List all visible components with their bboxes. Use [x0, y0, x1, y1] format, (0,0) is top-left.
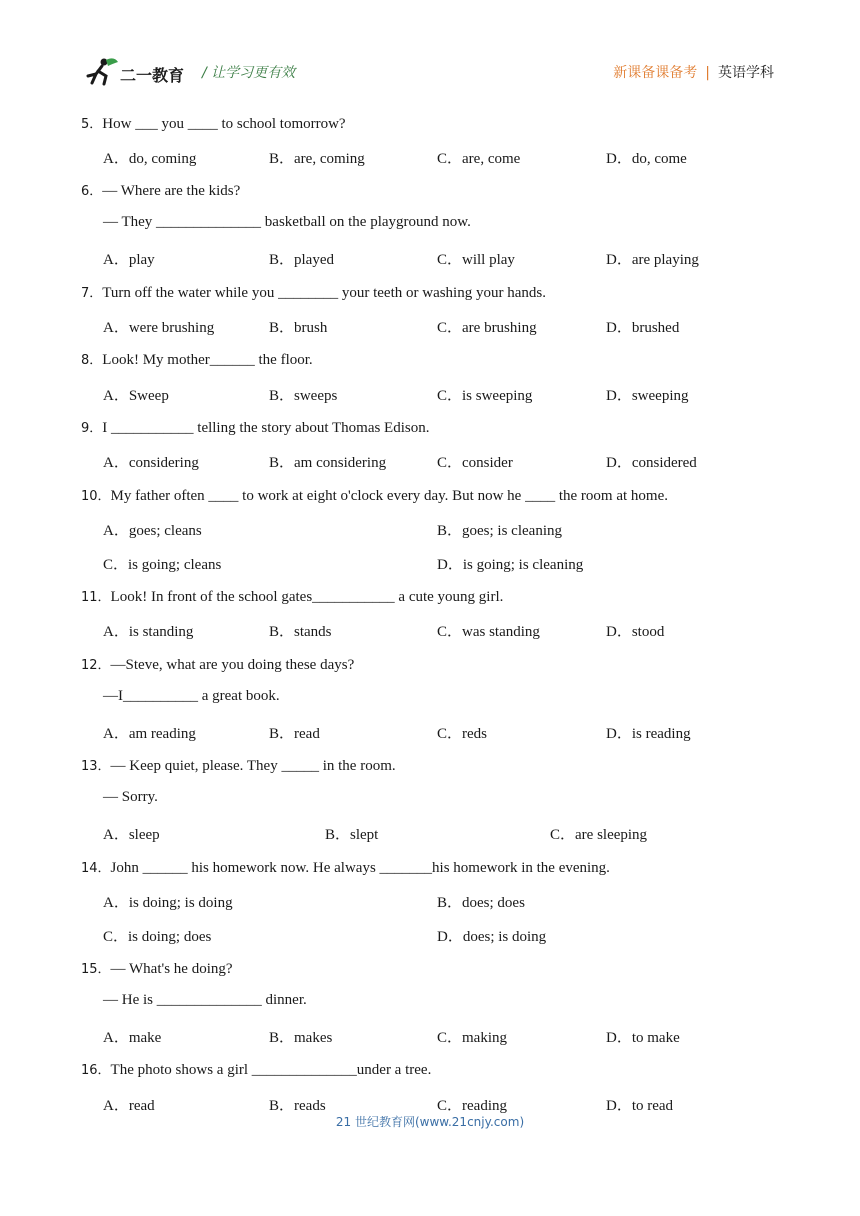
- option-c: C．are, come: [437, 151, 521, 167]
- question-stem: — Where are the kids?: [102, 183, 241, 199]
- question-number: 11．: [81, 590, 111, 605]
- option-c: C．will play: [437, 252, 515, 268]
- question-10: [81, 485, 668, 505]
- option-a: A．goes; cleans: [103, 523, 202, 539]
- option-b: B．sweeps: [269, 388, 338, 404]
- option-a: A．do, coming: [103, 151, 197, 167]
- header-separator: |: [705, 65, 710, 81]
- option-d: D．to make: [606, 1030, 680, 1046]
- option-b: B．are, coming: [269, 151, 365, 167]
- question-dialogue-line: —I__________ a great book.: [103, 688, 280, 704]
- question-14: [81, 857, 610, 877]
- question-8: [81, 349, 313, 369]
- option-d: D．stood: [606, 624, 665, 640]
- option-a: A．read: [103, 1098, 155, 1114]
- question-5: [81, 113, 346, 133]
- option-d: D．do, come: [606, 151, 687, 167]
- option-a: A．play: [103, 252, 155, 268]
- option-c: C．consider: [437, 455, 513, 471]
- brand-logo: [84, 56, 194, 88]
- question-stem: How ___ you ____ to school tomorrow?: [102, 116, 346, 132]
- option-d: D．are playing: [606, 252, 699, 268]
- question-stem: I ___________ telling the story about Thomas Edison.: [102, 420, 430, 436]
- question-stem: The photo shows a girl ______________under a tree.: [110, 1062, 432, 1078]
- option-a: A．is standing: [103, 624, 194, 640]
- question-dialogue-line: — He is ______________ dinner.: [103, 992, 307, 1008]
- option-d: D．considered: [606, 455, 697, 471]
- question-number: 14．: [81, 861, 111, 876]
- question-12: [81, 654, 354, 674]
- question-dialogue-line: — Sorry.: [103, 789, 158, 805]
- option-a: A．were brushing: [103, 320, 215, 336]
- option-b: B．read: [269, 726, 320, 742]
- question-6: [81, 180, 240, 200]
- subject-label: 英语学科: [718, 65, 774, 81]
- option-b: B．am considering: [269, 455, 387, 471]
- question-number: 7．: [81, 286, 103, 301]
- option-b: B．slept: [325, 827, 379, 843]
- option-c: C．making: [437, 1030, 507, 1046]
- option-a: A．am reading: [103, 726, 196, 742]
- question-13: [81, 755, 396, 775]
- question-stem: Turn off the water while you ________ your teeth or washing your hands.: [102, 285, 546, 301]
- question-9: [81, 417, 429, 437]
- option-a: A．make: [103, 1030, 162, 1046]
- option-a: A．Sweep: [103, 388, 169, 404]
- question-number: 8．: [81, 353, 103, 368]
- question-7: [81, 282, 546, 302]
- question-stem: My father often ____ to work at eight o'clock every day. But now he ____ the room at home.: [110, 488, 668, 504]
- option-d: D．sweeping: [606, 388, 689, 404]
- header-subject-info: [613, 62, 774, 82]
- question-number: 15．: [81, 962, 111, 977]
- page-header: [0, 0, 860, 100]
- question-number: 13．: [81, 759, 111, 774]
- option-b: B．brush: [269, 320, 328, 336]
- question-dialogue-line: — They ______________ basketball on the playground now.: [103, 214, 471, 230]
- option-a: A．sleep: [103, 827, 160, 843]
- page-footer: 21 世纪教育网(www.21cnjy.com): [335, 1115, 525, 1129]
- question-number: 6．: [81, 184, 103, 199]
- question-stem: John ______ his homework now. He always _______his homework in the evening.: [110, 860, 610, 876]
- option-d: D．brushed: [606, 320, 680, 336]
- option-a: A．is doing; is doing: [103, 895, 233, 911]
- question-stem: —Steve, what are you doing these days?: [110, 657, 355, 673]
- runner-logo-icon: [84, 56, 120, 88]
- option-b: B．does; does: [437, 895, 525, 911]
- option-c: C．are brushing: [437, 320, 537, 336]
- option-b: B．makes: [269, 1030, 333, 1046]
- question-stem: Look! My mother______ the floor.: [102, 352, 313, 368]
- question-16: [81, 1059, 431, 1079]
- option-a: A．considering: [103, 455, 199, 471]
- option-c: C．reds: [437, 726, 487, 742]
- question-number: 9．: [81, 421, 103, 436]
- question-number: 16．: [81, 1063, 111, 1078]
- question-11: [81, 586, 503, 606]
- option-d: D．is going; is cleaning: [437, 557, 584, 573]
- option-c: C．is doing; does: [103, 929, 212, 945]
- option-c: C．is going; cleans: [103, 557, 222, 573]
- question-15: [81, 958, 233, 978]
- option-c: C．was standing: [437, 624, 540, 640]
- option-b: B．reads: [269, 1098, 326, 1114]
- option-d: D．to read: [606, 1098, 674, 1114]
- question-stem: — What's he doing?: [110, 961, 233, 977]
- option-d: D．is reading: [606, 726, 691, 742]
- question-stem: — Keep quiet, please. They _____ in the room.: [110, 758, 396, 774]
- question-number: 12．: [81, 658, 111, 673]
- question-number: 5．: [81, 117, 103, 132]
- logo-text: 二一教育: [120, 66, 185, 85]
- option-b: B．played: [269, 252, 334, 268]
- header-slogan: / 让学习更有效: [202, 65, 296, 81]
- option-d: D．does; is doing: [437, 929, 547, 945]
- option-b: B．stands: [269, 624, 332, 640]
- option-b: B．goes; is cleaning: [437, 523, 562, 539]
- course-label: 新课备课备考: [613, 65, 698, 81]
- question-stem: Look! In front of the school gates___________ a cute young girl.: [110, 589, 504, 605]
- question-number: 10．: [81, 489, 111, 504]
- option-c: C．are sleeping: [550, 827, 648, 843]
- option-c: C．is sweeping: [437, 388, 533, 404]
- option-c: C．reading: [437, 1098, 507, 1114]
